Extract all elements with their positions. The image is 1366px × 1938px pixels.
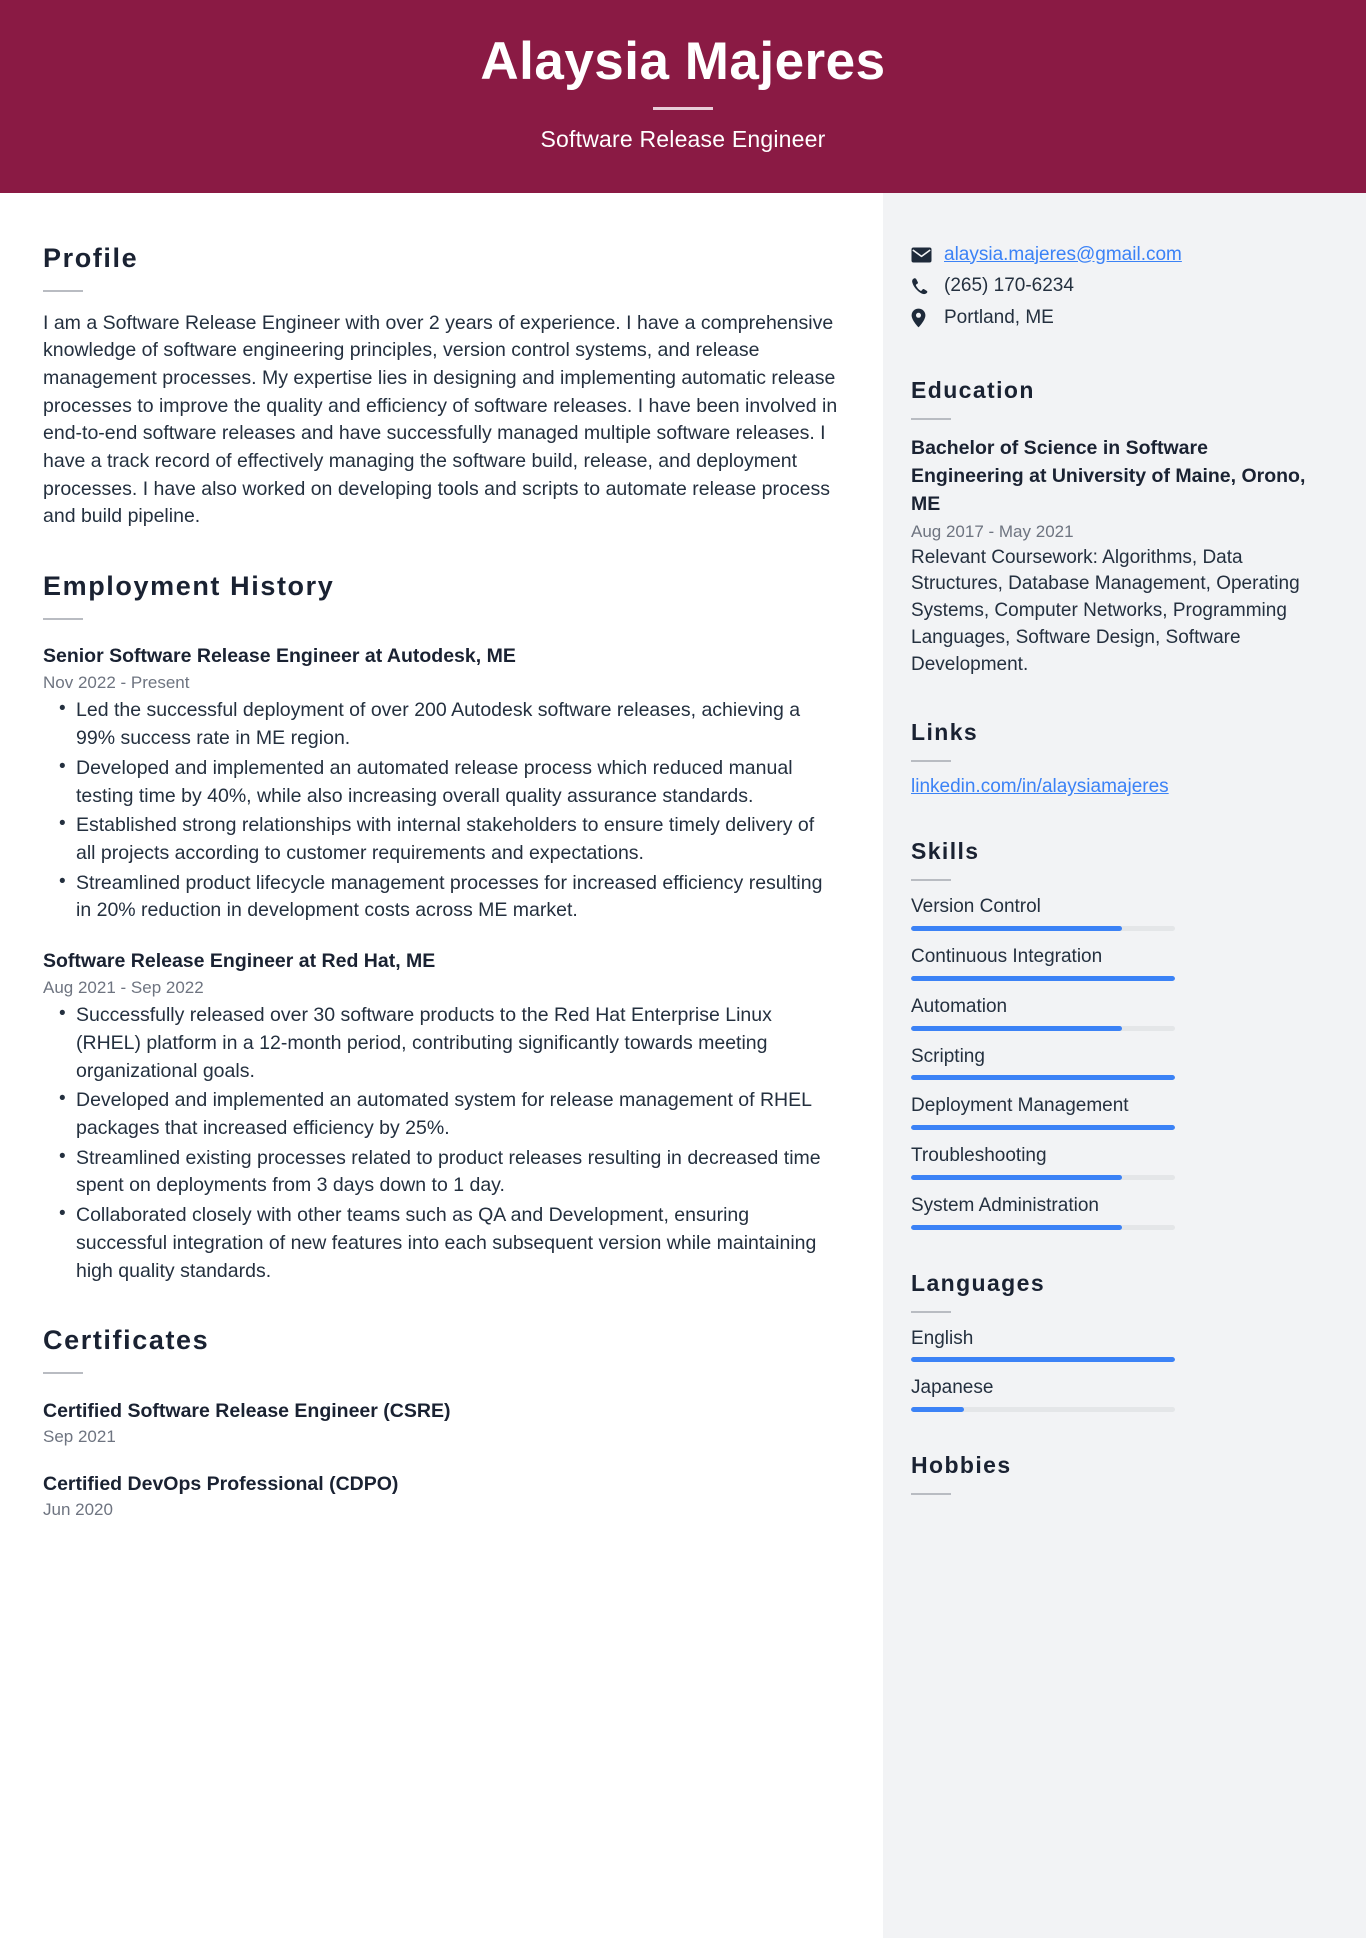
certificate-entry bbox=[43, 1400, 838, 1447]
section-divider bbox=[911, 418, 951, 420]
job-bullet-list bbox=[43, 697, 838, 925]
certificate-date: Sep 2021 bbox=[43, 1427, 116, 1447]
job-bullet: • Collaborated closely with other teams such as QA and Development, ensuring successful integration of new features into each subsequent version while maintaining high quality standards. bbox=[43, 1202, 838, 1285]
employment-heading: Employment History bbox=[43, 571, 335, 602]
email-link[interactable]: alaysia.majeres@gmail.com bbox=[944, 243, 1182, 265]
languages-heading: Languages bbox=[911, 1269, 1046, 1296]
resume-body bbox=[0, 193, 1366, 1938]
skill-item bbox=[911, 995, 1321, 1031]
skill-bar-fill bbox=[911, 1026, 1122, 1031]
education-date: Aug 2017 - May 2021 bbox=[911, 521, 1074, 541]
section-divider bbox=[911, 760, 951, 762]
certificate-title: Certified DevOps Professional (CDPO) bbox=[43, 1473, 399, 1496]
main-column bbox=[0, 193, 883, 1938]
resume-header bbox=[0, 0, 1366, 193]
section-hobbies bbox=[911, 1452, 1321, 1495]
certificate-date: Jun 2020 bbox=[43, 1500, 113, 1520]
contact-row-phone bbox=[911, 274, 1321, 299]
language-label: Japanese bbox=[911, 1377, 994, 1399]
candidate-job-title: Software Release Engineer bbox=[540, 125, 826, 152]
certificates-heading: Certificates bbox=[43, 1325, 210, 1356]
skill-label: Troubleshooting bbox=[911, 1145, 1047, 1167]
job-bullet: • Successfully released over 30 software products to the Red Hat Enterprise Linux (RHEL) platform in a 12-month period, contributing significantly towards meeting organizational goals. bbox=[43, 1002, 838, 1085]
contact-details bbox=[911, 243, 1321, 331]
certificate-entry bbox=[43, 1473, 838, 1520]
skill-bar-track bbox=[911, 1026, 1175, 1031]
certificate-title: Certified Software Release Engineer (CSRE) bbox=[43, 1400, 451, 1423]
skill-label: System Administration bbox=[911, 1194, 1099, 1216]
skill-item bbox=[911, 945, 1321, 981]
skill-bar-track bbox=[911, 1225, 1175, 1230]
skill-bar-track bbox=[911, 1075, 1175, 1080]
phone-number: (265) 170-6234 bbox=[944, 275, 1074, 297]
section-links bbox=[911, 719, 1321, 798]
phone-icon bbox=[911, 276, 937, 298]
envelope-icon bbox=[911, 244, 937, 266]
skill-item bbox=[911, 1094, 1321, 1130]
contact-row-email bbox=[911, 243, 1321, 268]
skill-bar-fill bbox=[911, 1125, 1175, 1130]
section-languages bbox=[911, 1270, 1321, 1413]
language-item bbox=[911, 1376, 1321, 1412]
skill-label: Continuous Integration bbox=[911, 946, 1103, 968]
skills-heading: Skills bbox=[911, 838, 980, 865]
job-bullet: • Streamlined existing processes related to product releases resulting in decreased time spent on deployments from 3 days down to 1 day. bbox=[43, 1145, 838, 1200]
employment-entry bbox=[43, 644, 838, 925]
linkedin-link[interactable]: linkedin.com/in/alaysiamajeres bbox=[911, 776, 1169, 798]
skill-bar-track bbox=[911, 926, 1175, 931]
skill-label: Scripting bbox=[911, 1045, 985, 1067]
language-bar-fill bbox=[911, 1407, 964, 1412]
job-title: Senior Software Release Engineer at Autodesk, ME bbox=[43, 645, 516, 668]
employment-entry bbox=[43, 949, 838, 1285]
section-profile bbox=[43, 243, 838, 532]
skill-item bbox=[911, 1194, 1321, 1230]
language-item bbox=[911, 1327, 1321, 1363]
job-bullet: • Established strong relationships with internal stakeholders to ensure timely delivery of all projects according to customer requirements and expectations. bbox=[43, 812, 838, 867]
skill-item bbox=[911, 1045, 1321, 1081]
skill-item bbox=[911, 895, 1321, 931]
job-bullet: • Developed and implemented an automated system for release management of RHEL packages that increased efficiency by 25%. bbox=[43, 1087, 838, 1142]
skill-bar-track bbox=[911, 1125, 1175, 1130]
skill-bar-track bbox=[911, 1175, 1175, 1180]
section-divider bbox=[43, 1372, 83, 1374]
job-date: Nov 2022 - Present bbox=[43, 673, 190, 693]
profile-text: I am a Software Release Engineer with over 2 years of experience. I have a comprehensive knowledge of software engineering principles, version control systems, and release management processes. My expertise lies in designing and implementing automatic release processes to improve the quality and efficiency of software releases. I have been involved in end-to-end software releases and have successfully managed multiple software releases. I have a track record of effectively managing the software build, release, and deployment processes. I have also worked on developing tools and scripts to automate release process and build pipeline. bbox=[43, 311, 838, 528]
job-bullet: • Led the successful deployment of over 200 Autodesk software releases, achieving a 99% success rate in ME region. bbox=[43, 697, 838, 752]
contact-row-location bbox=[911, 306, 1321, 331]
links-heading: Links bbox=[911, 719, 979, 746]
skill-bar-fill bbox=[911, 976, 1175, 981]
job-bullet: • Developed and implemented an automated release process which reduced manual testing time by 40%, while also increasing overall quality assurance standards. bbox=[43, 755, 838, 810]
section-skills bbox=[911, 838, 1321, 1229]
skill-label: Deployment Management bbox=[911, 1095, 1129, 1117]
skill-item bbox=[911, 1144, 1321, 1180]
job-bullet: • Streamlined product lifecycle management processes for increased efficiency resulting in 20% reduction in development costs across ME market. bbox=[43, 870, 838, 925]
language-bar-track bbox=[911, 1357, 1175, 1362]
candidate-name: Alaysia Majeres bbox=[480, 32, 886, 91]
section-certificates bbox=[43, 1325, 838, 1520]
job-title: Software Release Engineer at Red Hat, ME bbox=[43, 949, 436, 972]
header-divider bbox=[653, 107, 713, 110]
language-bar-fill bbox=[911, 1357, 1175, 1362]
section-divider bbox=[43, 290, 83, 292]
language-bar-track bbox=[911, 1407, 1175, 1412]
section-divider bbox=[911, 1493, 951, 1495]
language-label: English bbox=[911, 1327, 974, 1349]
skill-bar-fill bbox=[911, 1225, 1122, 1230]
job-bullet-list bbox=[43, 1002, 838, 1285]
skill-bar-track bbox=[911, 976, 1175, 981]
skill-label: Version Control bbox=[911, 896, 1041, 918]
location-text: Portland, ME bbox=[944, 307, 1054, 329]
sidebar-column bbox=[883, 193, 1366, 1938]
skill-bar-fill bbox=[911, 1175, 1122, 1180]
skill-bar-fill bbox=[911, 1075, 1175, 1080]
section-education bbox=[911, 377, 1321, 680]
section-divider bbox=[911, 1311, 951, 1313]
section-divider bbox=[911, 879, 951, 881]
hobbies-heading: Hobbies bbox=[911, 1452, 1012, 1479]
skill-bar-fill bbox=[911, 926, 1122, 931]
education-degree: Bachelor of Science in Software Engineering at University of Maine, Orono, ME bbox=[911, 436, 1306, 516]
job-date: Aug 2021 - Sep 2022 bbox=[43, 978, 204, 998]
profile-heading: Profile bbox=[43, 242, 139, 273]
section-employment-history bbox=[43, 571, 838, 1285]
section-divider bbox=[43, 618, 83, 620]
education-description: Relevant Coursework: Algorithms, Data Structures, Database Management, Operating Systems, Computer Networks, Programming Languages, Software Design, Software Development. bbox=[911, 546, 1300, 676]
education-heading: Education bbox=[911, 376, 1035, 403]
location-pin-icon bbox=[911, 307, 937, 329]
skill-label: Automation bbox=[911, 995, 1008, 1017]
